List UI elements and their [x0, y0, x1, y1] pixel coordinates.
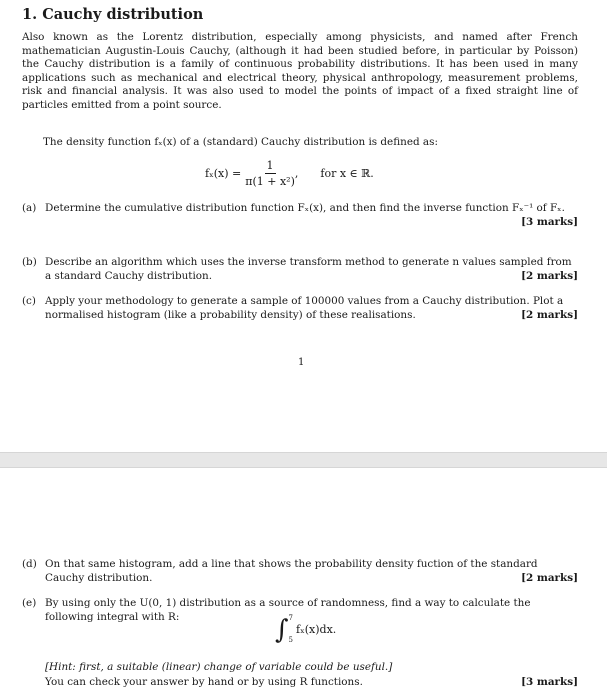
integral-upper: 7: [288, 614, 294, 622]
integral-sign: ∫: [275, 615, 289, 645]
formula-trail: ,: [294, 167, 299, 180]
question-text: Apply your methodology to generate a sample of 100000 values from a Cauchy distribution. Plot a normalised histogram (like a probability density) of these realisations.: [45, 295, 564, 321]
formula-numerator: 1: [266, 159, 274, 172]
check-line: [45, 676, 578, 688]
density-intro: The density function fₓ(x) of a (standard) Cauchy distribution is defined as:: [43, 136, 438, 148]
question-label: (d): [22, 558, 37, 570]
question-label: (b): [22, 256, 37, 268]
question-label: (a): [22, 202, 37, 214]
question-b: [22, 256, 578, 283]
formula-lhs: fₓ(x) =: [205, 167, 242, 180]
check-marks: [3 marks]: [521, 676, 578, 688]
question-label: (e): [22, 597, 37, 609]
question-text: By using only the U(0, 1) distribution as a source of randomness, find a way to calculate the following integral with R:: [45, 597, 531, 623]
section-title-text: Cauchy distribution: [42, 6, 204, 23]
page-number: 1: [298, 357, 305, 368]
question-text: Determine the cumulative distribution function Fₓ(x), and then find the inverse function Fₓ⁻¹ of Fₓ.: [45, 202, 565, 214]
formula-denominator: π(1 + x²): [245, 175, 295, 188]
question-text: On that same histogram, add a line that shows the probability density fuction of the standard Cauchy distribution.: [45, 558, 538, 584]
intro-paragraph: Also known as the Lorentz distribution, especially among physicists, and named after French mathematician Augustin-Louis Cauchy, (although it had been studied before, in particular by Poisson) the Cauchy distribution is a family of continuous probability distributions. It has been used in many applications such as mechanical and electrical theory, physical anthropology, measurement problems, risk and financial analysis. It was also used to model the points of impact of a fixed straight line of particles emitted from a point source.: [22, 31, 578, 111]
formula-fraction: [245, 159, 295, 188]
question-marks: [2 marks]: [521, 269, 578, 282]
question-marks: [2 marks]: [521, 308, 578, 321]
page-separator: [0, 452, 607, 468]
integral-body: fₓ(x)dx.: [296, 622, 337, 636]
integral-limits: [289, 614, 293, 644]
question-marks: [2 marks]: [521, 571, 578, 584]
question-c: [22, 295, 578, 322]
question-d: [22, 558, 578, 585]
integral-expression: [275, 614, 336, 644]
question-text: Describe an algorithm which uses the inverse transform method to generate n values sampled from a standard Cauchy distribution.: [45, 256, 572, 282]
check-text: You can check your answer by hand or by using R functions.: [45, 676, 363, 688]
formula-domain: for x ∈ ℝ.: [320, 167, 374, 180]
section-title: [22, 6, 203, 23]
density-formula: [205, 159, 374, 188]
question-label: (c): [22, 295, 36, 307]
hint-text: [Hint: first, a suitable (linear) change of variable could be useful.]: [45, 661, 393, 673]
integral-lower: 5: [288, 636, 294, 644]
question-a: [22, 202, 578, 229]
question-marks: [3 marks]: [521, 215, 578, 228]
section-number: 1.: [22, 6, 38, 23]
